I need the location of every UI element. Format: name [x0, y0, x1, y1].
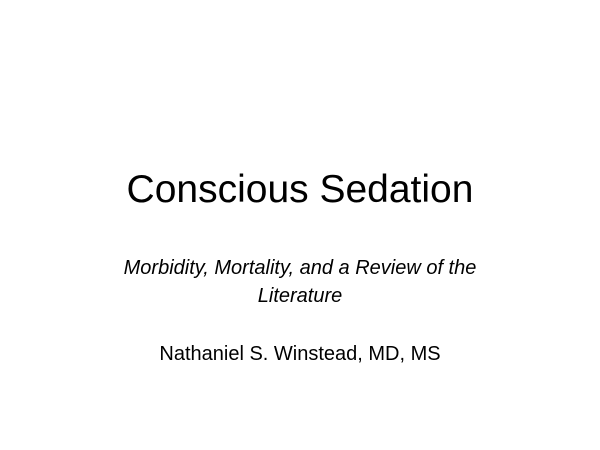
slide-title: Conscious Sedation — [126, 168, 474, 211]
slide-author: Nathaniel S. Winstead, MD, MS — [159, 343, 441, 365]
slide-subtitle: Morbidity, Mortality, and a Review of the Literature — [123, 257, 477, 307]
